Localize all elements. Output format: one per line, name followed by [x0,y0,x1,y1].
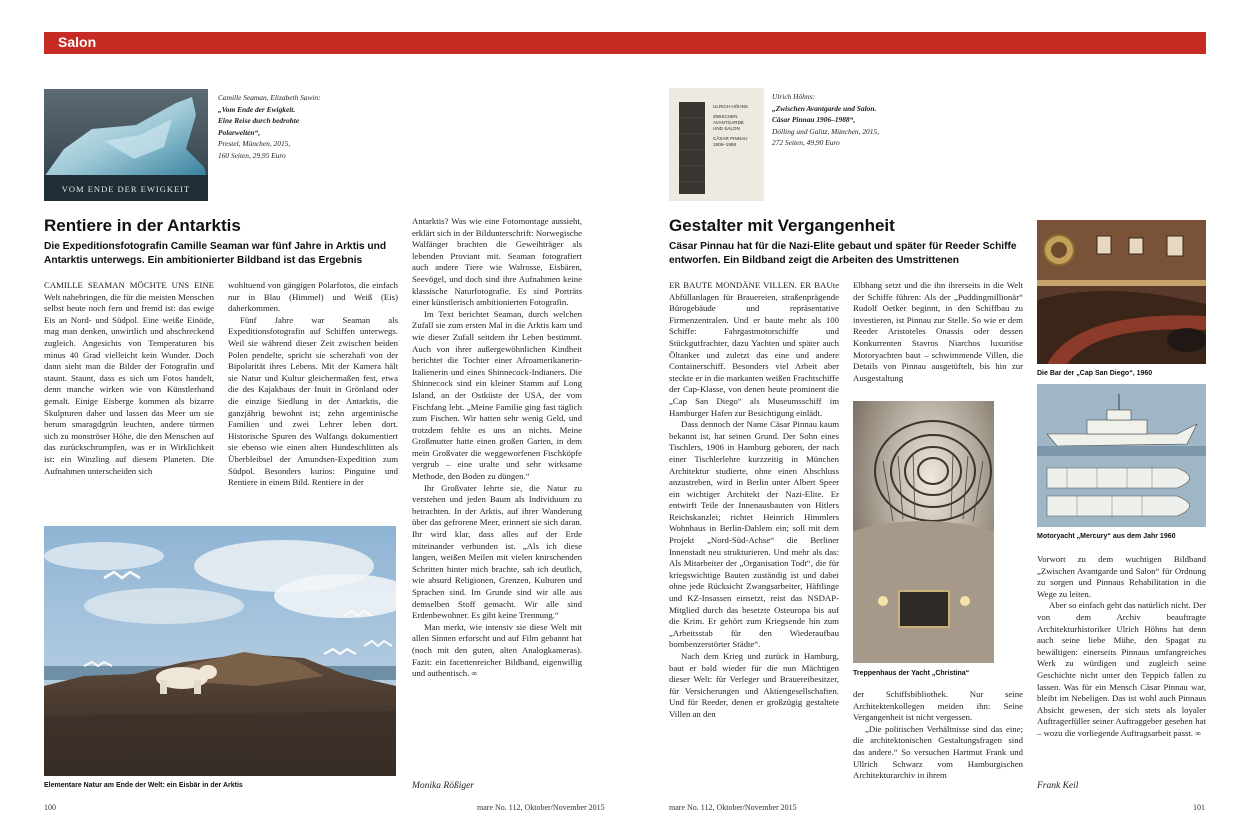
article-deck-left: Die Expeditionsfotografin Camille Seaman war fünf Jahre in Arktis und Antarktis unterwegs. Ein ambitionierter Bildband ist das Ergebnis [44,241,387,266]
right-column-3 [1037,554,1206,740]
page-number-right: 101 [1193,803,1205,812]
paragraph: CAMILLE SEAMAN MÖCHTE UNS EINE Welt nahebringen, die für die meisten Menschen selbst heute noch fern und fremd ist: das ewige Eis an Nord- und Südpol. Eine weiße Einöde, mag man denken, unwirtlich und abschreckend zugleich. Angesichts von Temperaturen bis minus 40 Grad vielleicht kein Wunder. Doch dann sieht man die Bilder der Fotografin und staunt. Staunt, dass es sich um Fotos handelt, denn manche wirken wie von Künstlerhand gemalt. Einige Eisberge kommen als bizarre Skulpturen daher und lassen das Meer um sie herum smaragdgrün leuchten, andere türmen sich zu monströser Höhe, die den Menschen auf das zurückschrumpfen, was er in Wirklichkeit ist: ein Winzling auf diesem Planeten. Die Aufnahmen unterscheiden sich [44,280,214,476]
issue-info-left: mare No. 112, Oktober/November 2015 [477,803,605,812]
paragraph: „Die politischen Verhältnisse sind das eine; die architektonischen Gestaltungsfragen sind das andere.“ So versuchen Hartmut Frank und Ullrich Schwarz vom Hamburgischen Architekturarchiv in ihrem [853,723,1023,781]
book-title-1: „Zwischen Avantgarde und Salon. [772,103,877,113]
paragraph: Aber so einfach geht das natürlich nicht. Der von dem Archiv beauftragte Architekturhistoriker Ulrich Höhns hat denn auch seine liebe Mühe, den Spagat zu bewältigen: einerseits Pinnaus umfangreiches Werk zu würdigen und zugleich seine Geschichte nicht unter den Teppich fallen zu lassen. Was für ein Mensch Cäsar Pinnau war, bleibt im Nebeligen. Das ist wohl auch Pinnaus Absicht gewesen, der sich stets als loyaler Auftragerfüller seiner Auftraggeber gesehen hat – wozu die vorliegende Auftragsarbeit passt. ∞ [1037,600,1206,738]
paragraph: Nach dem Krieg und zurück in Hamburg, baut er bald wieder für die nun Mächtigen dieser Welt: für Verleger und Brauereibesitzer, für Versicherungen und Aktiengesellschaften. Und für Reeder, denen er großzügig gestaltete Villen an den [669,651,839,719]
photo-caption-yacht: Motoryacht „Mercury“ aus dem Jahr 1960 [1037,533,1176,540]
book-price: 160 Seiten, 29,95 Euro [218,150,286,160]
left-column-1 [44,280,214,477]
photo-caption-polar-bear: Elementare Natur am Ende der Welt: ein Eisbär in der Arktis [44,782,243,789]
book-publisher: Dölling und Galitz, München, 2015, [772,126,879,136]
book-title-3: Polarwelten“, [218,127,261,137]
paragraph: Dass dennoch der Name Cäsar Pinnau kaum bekannt ist, hat seinen Grund. Der Sohn eines Tischlers, 1906 in Hamburg geboren, der nach einer Tischlerlehre kurzzeitig in München Architektur studierte, ohne einen Abschluss anzustreben, wird in Berlin unter Albert Speer ein wichtiger Architekt der Nazi-Elite. Er entwirft Teile der Innenausbauten von Hitlers Reichskanzlei; richtet Heinrich Himmlers Wohnhaus in Berlin-Dahlem ein; soll mit dem Projekt „Nord-Süd-Achse“ die Berliner Innenstadt neu strukturieren. Und mehr als das: Als Mitarbeiter der „Organisation Todt“, die für kriegswichtige Bauten zuständig ist und dabei ohne jede Rücksicht Zwangsarbeiter, Häftlinge und KZ-Insassen einsetzt, reist das NSDAP-Mitglied durch das besetzte Osteuropa bis auf die Krim. Er gehört zum Kriegsende hin zum „Arbeitsstab für den Wiederaufbau bombenzerstörter Städte“. [669,419,839,650]
right-column-2-top [853,280,1023,384]
section-bar [44,32,1206,54]
photo-polar-bear [44,526,396,776]
book-title-2: Eine Reise durch bedrohte [218,116,300,125]
end-mark-icon: ∞ [471,669,478,679]
cover-subject: CÄSAR PINNAU [713,136,748,141]
right-column-1 [669,280,839,721]
paragraph: Man merkt, wie intensiv sie diese Welt mit allen Sinnen erforscht und auf Film gebannt hat (noch mit den guten, alten Analogkameras). Fazit: ein facettenreicher Bildband, eigenwillig und authentisch. ∞ [412,621,582,679]
paragraph: Im Text berichtet Seaman, durch welchen Zufall sie zum ersten Mal in die Arktis kam und wie dieser Zufall seitdem ihr Leben bestimmt. Auch von ihrer außergewöhnlichen Kindheit berichtet die Tochter einer Afroamerikanerin-Italienerin und eines Shinnecock-Indianers. Die Shinnecock sind ein kleiner Stamm auf Long Island, an der Ostküste der USA, der vom Fischfang lebt. „Meine Familie ging fast täglich zum Fischen. Wir hatten sehr wenig Geld, und trotzdem fehlte es uns an nichts. Meine Großmutter hatte einen großen Garten, in dem mein Großvater die weggeworfenen Fischköpfe vergrub – eine uralte und sehr wirksame Methode, den Boden zu düngen.“ [412,308,582,482]
paragraph: Elbhang setzt und die ihn ihrerseits in die Welt der Schiffe führen: Als der „Puddingmillionär“ Rudolf Oetker beginnt, in den Schiffbau zu investieren, ist Pinnau zur Stelle. So wie er dem Reeder Aristoteles Onassis oder dessen Konkurrenten Stavros Niarchos luxuriöse Motoryachten baut – schwimmende Villen, die Details von Pinnau ausgetüftelt, bis hin zur Ausgestaltung [853,280,1023,383]
book-publisher: Prestel, München, 2015, [218,139,291,148]
book-info-hoehns [772,91,879,149]
paragraph: Fünf Jahre war Seaman als Expeditionsfotografin auf Schiffen unterwegs. Weil sie während dieser Zeit zwischen beiden Polen pendelte, spricht sie scherzhaft von der Bipolarität ihres Lebens. Mit der Kamera hält sie Natur und Kultur gleichermaßen fest, etwa die des Kajakbaus der Inuit in Grönland oder die einzige Siedlung in der Antarktis, die ganzjährig bewohnt ist; zehn argentinische Familien und zwei Lehrer leben dort. Historische Spuren des Walfangs dokumentiert sie ebenso wie einen alten Hundeschlitten als Überbleibsel der Amundsen-Expedition zum Südpol. Besonders kurios: Pinguine und Rentiere in einem Bild. Rentiere in der [228,314,398,488]
cover-title-3: UND SALON [713,126,740,131]
photo-caption-bar: Die Bar der „Cap San Diego“, 1960 [1037,370,1153,377]
photo-caption-staircase: Treppenhaus der Yacht „Christina“ [853,670,970,677]
book-info-seaman [218,92,321,161]
end-mark-icon: ∞ [1195,728,1201,738]
paragraph: der Schiffsbibliothek. Nur seine Architektenkollegen meiden ihn: Seine Vergangenheit ist nicht vergessen. [853,689,1023,723]
article-deck-right: Cäsar Pinnau hat für die Nazi-Elite gebaut und später für Reeder Schiffe entworfen. Ein Bildband zeigt die Arbeiten des Umstrittenen [669,241,1017,266]
paragraph: Vorwort zu dem wuchtigen Bildband „Zwischen Avantgarde und Salon“ für Ordnung zu sorgen und Pinnaus Rehabilitation in die Wege zu leiten. [1037,554,1206,599]
book-cover-pinnau [669,88,764,201]
paragraph: Ihr Großvater lehrte sie, die Natur zu verstehen und jeden Baum als Individuum zu betrachten. In der Arktis, auf ihrer Wanderung über das gefrorene Meer, erinnert sie sich daran. Ihr wird klar, dass alles auf der Erde miteinander verbunden ist. „Als ich diese langen, weißen Meilen mit vielen knirschenden Schritten hinter mich brachte, sah ich deutlich, wie absurd Religionen, Grenzen, Kulturen und Sprachen sind. Im Grunde sind wir alle aus demselben Stoff gemacht. Wir alle sind Erdenbewohner. Es gibt keine Trennung.“ [412,482,582,621]
article-author-left: Monika Rößiger [412,781,475,791]
book-author: Ulrich Höhns: [772,92,815,101]
cover-title-1: ZWISCHEN [713,114,738,119]
left-column-3 [412,216,582,680]
book-title-2: Cäsar Pinnau 1906–1988“, [772,115,856,124]
left-column-2 [228,280,398,489]
article-author-right: Frank Keil [1037,781,1079,791]
drawing-yacht-mercury [1037,384,1206,527]
book-cover-eternity [44,89,208,201]
book-authors: Camille Seaman, Elizabeth Sawin: [218,93,321,102]
cover-years: 1906–1988 [713,142,736,147]
book-cover-title: VOM ENDE DER EWIGKEIT [61,184,191,194]
paragraph: wohltuend von gängigen Polarfotos, die einfach nur in Blau (Himmel) und Weiß (Eis) daherkommen. [228,280,398,314]
cover-author: ULRICH HÖHNS [713,104,748,109]
article-headline-right: Gestalter mit Vergangenheit [669,216,895,235]
book-price: 272 Seiten, 49,90 Euro [772,138,840,147]
article-headline-left: Rentiere in der Antarktis [44,216,241,235]
photo-bar-cap-san-diego [1037,220,1206,364]
right-column-2-bottom [853,689,1023,782]
paragraph: ER BAUTE MONDÄNE VILLEN. ER BAUte Abfüllanlagen für Brauereien, straßenprägende Bürogebäude und repräsentative Firmenzentralen. Und er baute mehr als 100 Schiffe: Fahrgastmotorschiffe und Stückgutfrachter, dazu Yachten und später auch Öltanker und zuletzt das eine und andere Containerschiff. Besonders viel Arbeit aber steckte er in die markanten weißen Frachtschiffe der Cap-Klasse, von denen heute prominent die „Cap San Diego“ als Museumsschiff im Hamburger Hafen zur Besichtigung einlädt. [669,280,839,418]
paragraph: Antarktis? Was wie eine Fotomontage aussieht, erklärt sich in der Bildunterschrift: Norwegische Walfänger brachten die Geweihträger als lebenden Proviant mit. Seaman fotografiert auch andere Tiere wie Walrosse, Eisbären, Seevögel, und doch sind ihre Aufnahmen keine klassische Naturfotografie. Es sind Porträts einer künstlerisch ambitionierten Fotografin. [412,216,582,308]
photo-staircase [853,401,994,663]
page-number-left: 100 [44,803,56,812]
section-label: Salon [58,34,97,50]
cover-title-2: AVANTGARDE [713,120,744,125]
issue-info-right: mare No. 112, Oktober/November 2015 [669,803,797,812]
book-title-1: „Vom Ende der Ewigkeit. [218,104,296,114]
